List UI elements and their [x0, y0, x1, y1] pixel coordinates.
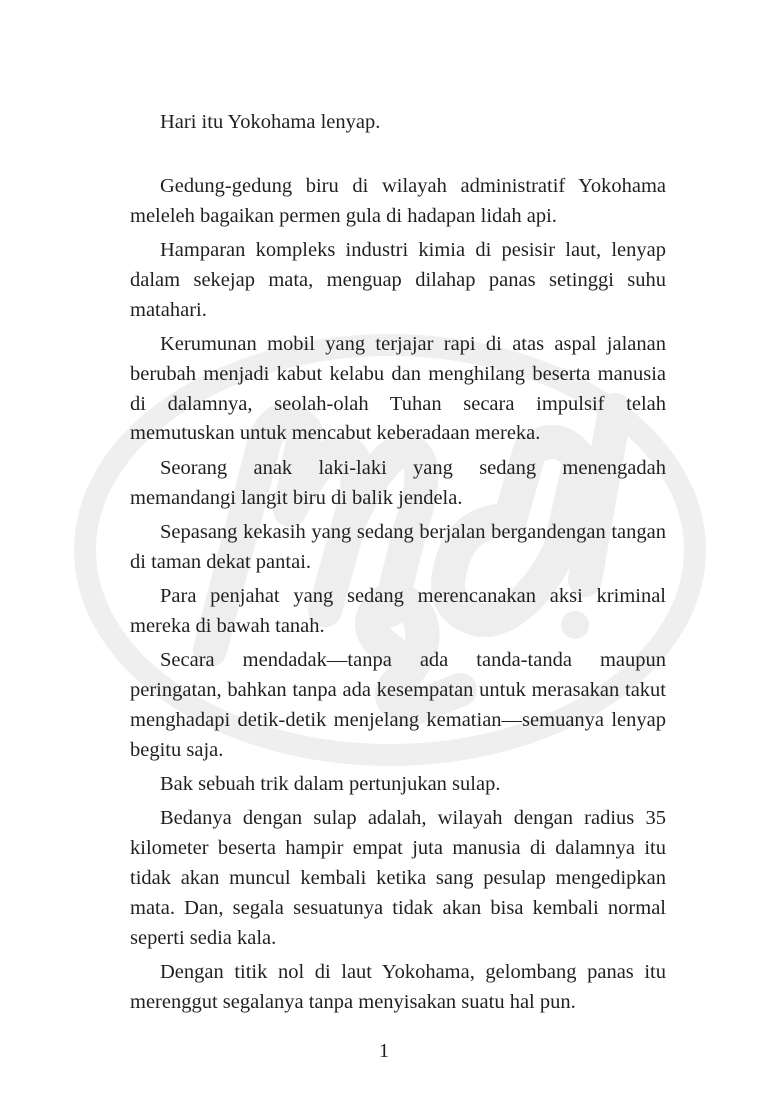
paragraph: Dengan titik nol di laut Yokohama, gelombang panas itu merenggut segalanya tanpa menyisakan suatu hal pun.: [130, 961, 666, 1013]
paragraph: Seorang anak laki-laki yang sedang menengadah memandangi langit biru di balik jendela.: [130, 456, 666, 509]
page-number: 1: [378, 1040, 390, 1062]
paragraph: Bak sebuah trik dalam pertunjukan sulap.: [160, 773, 501, 796]
paragraph: Sepasang kekasih yang sedang berjalan bergandengan tangan di taman dekat pantai.: [130, 520, 666, 573]
paragraph: Bedanya dengan sulap adalah, wilayah dengan radius 35 kilometer beserta hampir empat juta manusia di dalamnya itu tidak akan muncul kembali ketika sang pesulap mengedipkan mata. Dan, segala sesuatunya tidak akan bisa kembali normal seperti sedia kala.: [130, 807, 666, 949]
paragraph: Gedung-gedung biru di wilayah administratif Yokohama meleleh bagaikan permen gula di hadapan lidah api.: [130, 174, 666, 227]
paragraph: Hari itu Yokohama lenyap.: [160, 111, 381, 133]
paragraph: Secara mendadak—tanpa ada tanda-tanda maupun peringatan, bahkan tanpa ada kesempatan untuk merasakan takut menghadapi detik-detik menjelang kematian—semuanya lenyap begitu saja.: [130, 649, 666, 761]
paragraph: Hamparan kompleks industri kimia di pesisir laut, lenyap dalam sekejap mata, menguap dilahap panas setinggi suhu matahari.: [130, 238, 666, 321]
paragraph: Para penjahat yang sedang merencanakan aksi kriminal mereka di bawah tanah.: [130, 585, 666, 637]
page-body: [130, 108, 666, 1022]
paragraph: Kerumunan mobil yang terjajar rapi di atas aspal jalanan berubah menjadi kabut kelabu dan menghilang beserta manusia di dalamnya, seolah-olah Tuhan secara impulsif telah memutuskan untuk mencabut keberadaan mereka.: [130, 332, 666, 445]
